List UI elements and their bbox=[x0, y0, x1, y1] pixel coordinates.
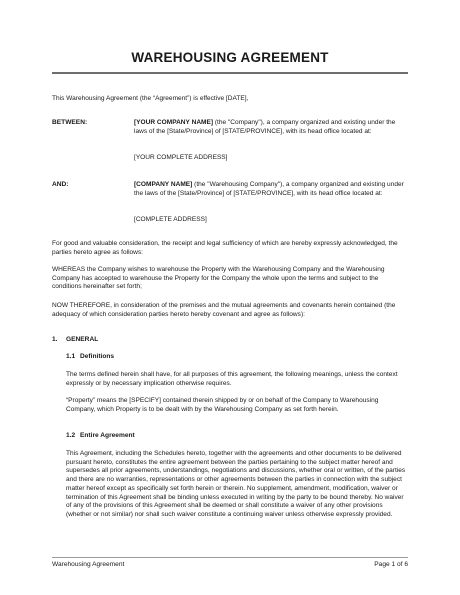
subsection-1-1-number: 1.1 bbox=[66, 353, 76, 360]
party2-name: [COMPANY NAME] bbox=[134, 181, 193, 188]
whereas-paragraph: WHEREAS the Company wishes to warehouse the Property with the Warehousing Company and the Warehousing Company has accepted to warehouse the Property for the Company the whole upon the terms and subject to the conditions hereinafter set forth; bbox=[52, 266, 385, 291]
entire-agreement-paragraph: This Agreement, including the Schedules hereto, together with the agreements and other documents to be delivered pursuant hereto, constitutes the entire agreement between the parties pertaining to the subject matter hereof and supersedes all prior agreements, understandings, negotiations and discussions, whether oral or written, of the parties and there are no warranties, representations or other agreements between the parties in connection with the subject matter hereof except as specifically set forth herein or therein. No supplement, amendment, modification, waiver or termination of this Agreement shall be binding unless executed in writing by the party to be bound thereby. No waiver of any of the provisions of this Agreement shall be deemed or shall constitute a waiver of any other provisions (whether or not similar) nor shall such waiver constitute a continuing waiver unless otherwise expressly provided. bbox=[66, 450, 406, 518]
property-definition-paragraph: “Property” means the [SPECIFY] contained therein shipped by or on behalf of the Company to Warehousing Company, which Property is to be dealt with by the Warehousing Company as set forth herein. bbox=[66, 397, 379, 413]
subsection-1-1-heading bbox=[66, 353, 114, 360]
consideration-paragraph: For good and valuable consideration, the receipt and legal sufficiency of which are hereby expressly acknowledged, the parties hereto agree as follows: bbox=[52, 240, 398, 256]
subsection-1-2-heading bbox=[66, 432, 135, 439]
subsection-1-1-title: Definitions bbox=[80, 353, 115, 360]
subsection-1-2-number: 1.2 bbox=[66, 432, 76, 439]
party2-address: [COMPLETE ADDRESS] bbox=[134, 216, 207, 223]
and-label: AND: bbox=[52, 181, 69, 188]
subsection-1-2-title: Entire Agreement bbox=[80, 432, 135, 439]
section-1-number: 1. bbox=[52, 336, 58, 343]
between-label: BETWEEN: bbox=[52, 119, 88, 126]
party1-address: [YOUR COMPLETE ADDRESS] bbox=[134, 154, 228, 161]
definitions-paragraph: The terms defined herein shall have, for all purposes of this agreement, the following meanings, unless the context expressly or by necessary implication otherwise requires. bbox=[66, 371, 398, 387]
now-therefore-paragraph: NOW THEREFORE, in consideration of the premises and the mutual agreements and covenants herein contained (the adequacy of which consideration parties hereto hereby covenant and agree as follows): bbox=[52, 302, 396, 318]
section-1-heading bbox=[52, 336, 98, 343]
title-divider bbox=[52, 72, 408, 74]
intro-paragraph: This Warehousing Agreement (the “Agreement”) is effective [DATE], bbox=[52, 95, 249, 102]
party2-text: (the "Warehousing Company"), a company organized and existing under the laws of the [State/Province] of [STATE/PROVINCE], with its head office located at: bbox=[134, 181, 404, 197]
section-1-title: GENERAL bbox=[66, 336, 99, 343]
party1-paragraph bbox=[134, 119, 408, 136]
footer-document-name: Warehousing Agreement bbox=[52, 561, 125, 568]
party1-text: (the "Company"), a company organized and existing under the laws of the [State/Province] of [STATE/PROVINCE], with its head office located at: bbox=[134, 119, 396, 135]
document-title: WAREHOUSING AGREEMENT bbox=[131, 50, 329, 65]
footer-divider bbox=[52, 557, 408, 558]
footer-page-number: Page 1 of 6 bbox=[374, 561, 408, 568]
party2-paragraph bbox=[134, 181, 408, 198]
party1-name: [YOUR COMPANY NAME] bbox=[134, 119, 214, 126]
